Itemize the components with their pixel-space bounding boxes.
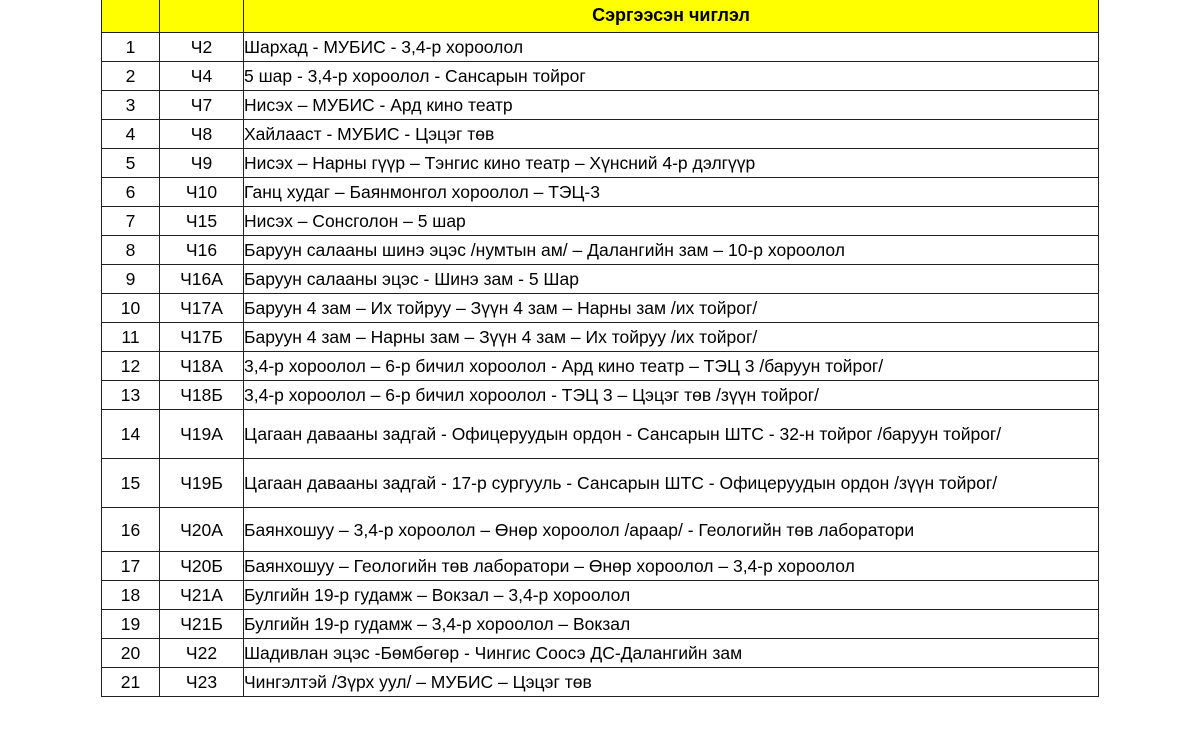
route-code: Ч17Б [160,323,244,352]
row-number: 1 [102,33,160,62]
route-code: Ч20Б [160,552,244,581]
route-code: Ч18Б [160,381,244,410]
route-description: Шархад - МУБИС - 3,4-р хороолол [244,33,1099,62]
route-description: 5 шар - 3,4-р хороолол - Сансарын тойрог [244,62,1099,91]
route-description: Нисэх – МУБИС - Ард кино театр [244,91,1099,120]
header-cell-empty-code [160,0,244,33]
route-description: 3,4-р хороолол – 6-р бичил хороолол - ТЭЦ 3 – Цэцэг төв /зүүн тойрог/ [244,381,1099,410]
row-number: 8 [102,236,160,265]
table-row [102,381,1099,410]
table-row [102,459,1099,508]
table-row [102,178,1099,207]
row-number: 20 [102,639,160,668]
route-description: Шадивлан эцэс -Бөмбөгөр - Чингис Соосэ ДС-Далангийн зам [244,639,1099,668]
header-cell-empty-num [102,0,160,33]
route-description: Нисэх – Нарны гүүр – Тэнгис кино театр – Хүнсний 4-р дэлгүүр [244,149,1099,178]
route-code: Ч15 [160,207,244,236]
table-row [102,323,1099,352]
row-number: 11 [102,323,160,352]
route-description: Баруун 4 зам – Нарны зам – Зүүн 4 зам – Их тойруу /их тойрог/ [244,323,1099,352]
route-code: Ч18А [160,352,244,381]
route-description: Булгийн 19-р гудамж – 3,4-р хороолол – Вокзал [244,610,1099,639]
route-description: Баруун салааны шинэ эцэс /нумтын ам/ – Далангийн зам – 10-р хороолол [244,236,1099,265]
route-code: Ч17А [160,294,244,323]
route-description: Цагаан давааны задгай - 17-р сургууль - Сансарын ШТС - Офицеруудын ордон /зүүн тойрог/ [244,459,1099,508]
row-number: 18 [102,581,160,610]
table-row [102,265,1099,294]
table-title: Сэргээсэн чиглэл [244,0,1099,33]
table-row [102,62,1099,91]
route-description: Баянхошуу – 3,4-р хороолол – Өнөр хороолол /араар/ - Геологийн төв лаборатори [244,508,1099,552]
row-number: 15 [102,459,160,508]
table-header-row [102,0,1099,33]
table-row [102,668,1099,697]
route-code: Ч19А [160,410,244,459]
row-number: 7 [102,207,160,236]
table-row [102,294,1099,323]
table-row [102,236,1099,265]
row-number: 5 [102,149,160,178]
route-code: Ч7 [160,91,244,120]
table-row [102,552,1099,581]
row-number: 2 [102,62,160,91]
route-code: Ч19Б [160,459,244,508]
table-row [102,120,1099,149]
row-number: 10 [102,294,160,323]
row-number: 17 [102,552,160,581]
route-description: Баруун салааны эцэс - Шинэ зам - 5 Шар [244,265,1099,294]
route-description: Баянхошуу – Геологийн төв лаборатори – Өнөр хороолол – 3,4-р хороолол [244,552,1099,581]
table-body [102,33,1099,697]
route-code: Ч21А [160,581,244,610]
route-code: Ч22 [160,639,244,668]
route-description: Нисэх – Сонсголон – 5 шар [244,207,1099,236]
route-code: Ч21Б [160,610,244,639]
route-description: Цагаан давааны задгай - Офицеруудын ордон - Сансарын ШТС - 32-н тойрог /баруун тойрог/ [244,410,1099,459]
route-code: Ч4 [160,62,244,91]
row-number: 19 [102,610,160,639]
row-number: 6 [102,178,160,207]
route-description: Чингэлтэй /Зүрх уул/ – МУБИС – Цэцэг төв [244,668,1099,697]
table-row [102,581,1099,610]
table-row [102,610,1099,639]
table-row [102,639,1099,668]
route-description: 3,4-р хороолол – 6-р бичил хороолол - Ард кино театр – ТЭЦ 3 /баруун тойрог/ [244,352,1099,381]
route-code: Ч10 [160,178,244,207]
row-number: 4 [102,120,160,149]
row-number: 16 [102,508,160,552]
table-row [102,91,1099,120]
route-description: Булгийн 19-р гудамж – Вокзал – 3,4-р хороолол [244,581,1099,610]
table-row [102,207,1099,236]
route-description: Хайлааст - МУБИС - Цэцэг төв [244,120,1099,149]
table-row [102,149,1099,178]
row-number: 3 [102,91,160,120]
route-description: Баруун 4 зам – Их тойруу – Зүүн 4 зам – Нарны зам /их тойрог/ [244,294,1099,323]
routes-table [101,0,1099,697]
table-row [102,410,1099,459]
route-code: Ч23 [160,668,244,697]
row-number: 14 [102,410,160,459]
table-row [102,508,1099,552]
route-code: Ч9 [160,149,244,178]
row-number: 21 [102,668,160,697]
route-code: Ч20А [160,508,244,552]
table-row [102,352,1099,381]
route-code: Ч8 [160,120,244,149]
row-number: 9 [102,265,160,294]
row-number: 13 [102,381,160,410]
row-number: 12 [102,352,160,381]
table-row [102,33,1099,62]
route-code: Ч2 [160,33,244,62]
route-code: Ч16 [160,236,244,265]
route-description: Ганц худаг – Баянмонгол хороолол – ТЭЦ-3 [244,178,1099,207]
route-code: Ч16А [160,265,244,294]
